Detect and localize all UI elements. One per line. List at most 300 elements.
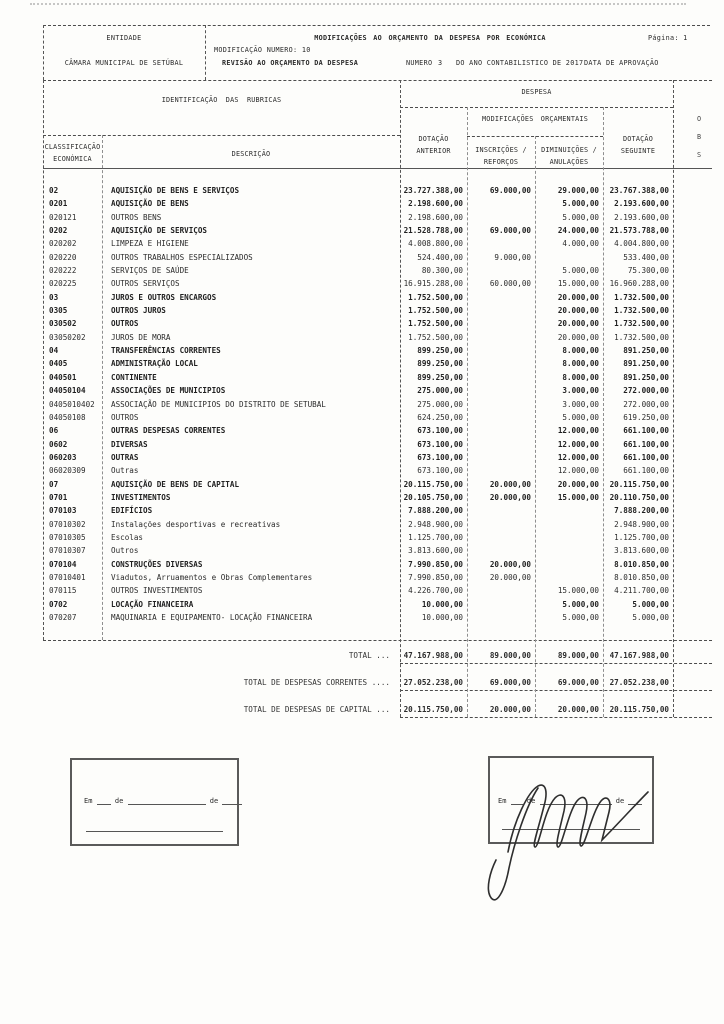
value-dotacao-anterior: 3.813.600,00 <box>408 546 463 556</box>
value-dotacao-anterior: 1.125.700,00 <box>408 532 463 542</box>
value-inscricoes-reforcos <box>467 584 535 597</box>
approval-date-label: DATA DE APROVAÇÃO <box>584 59 659 67</box>
value-dotacao-seguinte: 8.010.850,00 <box>614 559 669 569</box>
row-code: 03050202 <box>49 332 86 342</box>
total-diminuicoes-anulacoes: 69.000,00 <box>557 678 599 687</box>
value-inscricoes-reforcos <box>467 371 535 384</box>
total-row <box>43 703 712 716</box>
row-code: 020121 <box>49 212 77 222</box>
row-description: Outras <box>111 466 139 476</box>
total-row <box>43 676 712 689</box>
value-dotacao-anterior: 1.752.500,00 <box>408 332 463 342</box>
value-dotacao-anterior: 7.990.850,00 <box>408 572 463 582</box>
row-description: OUTRAS DESPESAS CORRENTES <box>111 426 226 436</box>
value-dotacao-seguinte: 2.193.600,00 <box>614 199 669 209</box>
row-code: 06020309 <box>49 466 86 476</box>
row-description: DIVERSAS <box>111 439 148 449</box>
value-diminuicoes-anulacoes: 20.000,00 <box>557 306 599 316</box>
value-dotacao-seguinte: 533.400,00 <box>623 252 669 262</box>
row-description: JUROS DE MORA <box>111 332 171 342</box>
value-inscricoes-reforcos: 20.000,00 <box>489 492 531 502</box>
value-diminuicoes-anulacoes: 4.000,00 <box>562 239 599 249</box>
table-row <box>43 451 712 464</box>
revision-label: REVISÃO AO ORÇAMENTO DA DESPESA <box>222 59 359 67</box>
total-label: TOTAL DE DESPESAS CORRENTES .... <box>243 678 390 687</box>
table-row <box>43 331 712 344</box>
value-diminuicoes-anulacoes: 20.000,00 <box>557 319 599 329</box>
value-dotacao-anterior: 673.100,00 <box>417 439 463 449</box>
left-box-de2: de <box>209 797 219 805</box>
value-inscricoes-reforcos: 20.000,00 <box>489 572 531 582</box>
value-dotacao-seguinte: 7.888.200,00 <box>614 506 669 516</box>
value-inscricoes-reforcos <box>467 544 535 557</box>
table-row <box>43 584 712 597</box>
row-description: OUTROS <box>111 412 139 422</box>
right-box-em: Em <box>498 797 507 805</box>
modification-number-line: MODIFICAÇÃO NUMERO: 10 <box>214 46 311 54</box>
value-dotacao-seguinte: 4.211.700,00 <box>614 586 669 596</box>
left-box-year-line <box>222 796 242 805</box>
value-dotacao-anterior: 2.198.600,00 <box>408 199 463 209</box>
row-description: INVESTIMENTOS <box>111 492 171 502</box>
row-code: 070115 <box>49 586 77 596</box>
row-code: 030502 <box>49 319 77 329</box>
total-diminuicoes-anulacoes: 89.000,00 <box>557 651 599 660</box>
value-dotacao-seguinte: 661.100,00 <box>623 426 669 436</box>
row-description: CONTINENTE <box>111 372 157 382</box>
table-row <box>43 544 712 557</box>
row-description: OUTROS BENS <box>111 212 162 222</box>
row-code: 070207 <box>49 613 77 622</box>
total-row <box>43 649 712 662</box>
table-row <box>43 344 712 357</box>
value-dotacao-anterior: 673.100,00 <box>417 452 463 462</box>
row-description: MAQUINARIA E EQUIPAMENTO- LOCAÇÃO FINANCEIRA <box>111 613 313 622</box>
value-dotacao-anterior: 23.727.388,00 <box>403 186 463 195</box>
row-description: LOCAÇÃO FINANCEIRA <box>111 599 194 609</box>
value-dotacao-seguinte: 619.250,00 <box>623 412 669 422</box>
scan-artifact-line <box>30 3 686 5</box>
header-dotacao-anterior-line1: DOTAÇÃO <box>418 135 449 143</box>
value-dotacao-seguinte: 661.100,00 <box>623 439 669 449</box>
value-dotacao-anterior: 1.752.500,00 <box>408 292 463 302</box>
row-code: 0202 <box>49 226 68 236</box>
row-code: 070104 <box>49 559 77 569</box>
row-description: AQUISIÇÃO DE BENS E SERVIÇOS <box>111 186 240 195</box>
value-dotacao-seguinte: 16.960.288,00 <box>609 279 669 289</box>
row-code: 04050108 <box>49 412 86 422</box>
row-code: 060203 <box>49 452 77 462</box>
row-code: 020202 <box>49 239 77 249</box>
table-row <box>43 237 712 250</box>
left-box-de1: de <box>114 797 124 805</box>
table-top-border <box>43 80 712 81</box>
row-description: Instalações desportivas e recreativas <box>111 519 281 529</box>
table-row <box>43 411 712 424</box>
value-diminuicoes-anulacoes: 8.000,00 <box>562 359 599 369</box>
value-inscricoes-reforcos: 69.000,00 <box>489 226 531 236</box>
value-dotacao-anterior: 80.300,00 <box>421 266 463 276</box>
value-dotacao-seguinte: 661.100,00 <box>623 466 669 476</box>
value-dotacao-anterior: 16.915.288,00 <box>403 279 463 289</box>
row-description: Escolas <box>111 532 144 542</box>
row-code: 03 <box>49 292 59 302</box>
value-dotacao-anterior: 524.400,00 <box>417 252 463 262</box>
row-code: 0702 <box>49 599 68 609</box>
value-diminuicoes-anulacoes: 8.000,00 <box>562 346 599 356</box>
value-inscricoes-reforcos <box>467 304 535 317</box>
table-row <box>43 558 712 571</box>
total-inscricoes-reforcos: 89.000,00 <box>489 651 531 660</box>
value-dotacao-anterior: 1.752.500,00 <box>408 319 463 329</box>
total-dotacao-anterior: 47.167.988,00 <box>403 651 463 660</box>
value-dotacao-anterior: 673.100,00 <box>417 426 463 436</box>
table-row <box>43 438 712 451</box>
table-row <box>43 384 712 397</box>
value-inscricoes-reforcos <box>467 398 535 411</box>
value-inscricoes-reforcos <box>467 237 535 250</box>
value-diminuicoes-anulacoes <box>535 531 603 544</box>
table-row <box>43 531 712 544</box>
value-diminuicoes-anulacoes: 5.000,00 <box>562 613 599 622</box>
document-title: MODIFICAÇÕES AO ORÇAMENTO DA DESPESA POR ECONÓMICA <box>314 34 546 42</box>
value-diminuicoes-anulacoes: 24.000,00 <box>557 226 599 236</box>
value-diminuicoes-anulacoes: 15.000,00 <box>557 586 599 596</box>
value-dotacao-seguinte: 1.732.500,00 <box>614 319 669 329</box>
value-diminuicoes-anulacoes <box>535 518 603 531</box>
value-diminuicoes-anulacoes: 5.000,00 <box>562 266 599 276</box>
value-diminuicoes-anulacoes: 20.000,00 <box>557 479 599 489</box>
value-dotacao-seguinte: 1.732.500,00 <box>614 292 669 302</box>
value-dotacao-seguinte: 891.250,00 <box>623 346 669 356</box>
value-dotacao-anterior: 899.250,00 <box>417 346 463 356</box>
table-body <box>43 168 712 624</box>
table-body-bottom-border <box>43 640 712 641</box>
row-description: EDIFÍCIOS <box>111 506 153 516</box>
value-inscricoes-reforcos: 69.000,00 <box>489 186 531 195</box>
total-row3-underline <box>400 717 712 718</box>
header-descricao: DESCRIÇÃO <box>231 150 271 158</box>
value-dotacao-seguinte: 23.767.388,00 <box>609 186 669 195</box>
value-inscricoes-reforcos <box>467 424 535 437</box>
value-dotacao-seguinte: 20.115.750,00 <box>609 479 669 489</box>
value-inscricoes-reforcos: 60.000,00 <box>489 279 531 289</box>
row-description: OUTROS TRABALHOS ESPECIALIZADOS <box>111 252 253 262</box>
value-diminuicoes-anulacoes: 20.000,00 <box>557 292 599 302</box>
total-dotacao-anterior: 20.115.750,00 <box>403 705 463 714</box>
row-code: 04050104 <box>49 386 86 396</box>
accounting-year-label: DO ANO CONTABILISTICO DE 2017 <box>456 59 584 67</box>
header-classificacao-line2: ECONÓMICA <box>53 155 92 163</box>
row-code: 040501 <box>49 372 77 382</box>
table-row <box>43 371 712 384</box>
value-diminuicoes-anulacoes: 3.000,00 <box>562 386 599 396</box>
value-diminuicoes-anulacoes: 3.000,00 <box>562 399 599 409</box>
total-inscricoes-reforcos: 20.000,00 <box>489 705 531 714</box>
value-inscricoes-reforcos <box>467 504 535 517</box>
value-diminuicoes-anulacoes <box>535 504 603 517</box>
value-inscricoes-reforcos <box>467 317 535 330</box>
value-inscricoes-reforcos <box>467 291 535 304</box>
row-description: Viadutos, Arruamentos e Obras Complementares <box>111 572 313 582</box>
row-description: ADMINISTRAÇÃO LOCAL <box>111 359 198 369</box>
left-box-em: Em <box>84 797 93 805</box>
value-diminuicoes-anulacoes: 20.000,00 <box>557 332 599 342</box>
value-dotacao-seguinte: 4.004.800,00 <box>614 239 669 249</box>
value-dotacao-seguinte: 75.300,00 <box>627 266 669 276</box>
value-inscricoes-reforcos <box>467 611 535 624</box>
value-diminuicoes-anulacoes: 12.000,00 <box>557 466 599 476</box>
value-dotacao-seguinte: 891.250,00 <box>623 359 669 369</box>
left-box-signature-line <box>86 831 223 832</box>
value-inscricoes-reforcos <box>467 518 535 531</box>
value-dotacao-seguinte: 1.125.700,00 <box>614 532 669 542</box>
value-diminuicoes-anulacoes: 8.000,00 <box>562 372 599 382</box>
value-diminuicoes-anulacoes: 15.000,00 <box>557 492 599 502</box>
total-dotacao-anterior: 27.052.238,00 <box>403 678 463 687</box>
left-box-day-line <box>97 796 111 805</box>
obs-column-letter: O <box>696 115 702 123</box>
value-dotacao-seguinte: 2.193.600,00 <box>614 212 669 222</box>
row-description: LIMPEZA E HIGIENE <box>111 239 189 249</box>
header-divider <box>205 25 206 80</box>
row-description: OUTRAS <box>111 452 139 462</box>
right-box-de2: de <box>615 797 625 805</box>
row-code: 02 <box>49 186 59 195</box>
table-row <box>43 251 712 264</box>
header-diminuicoes-line2: ANULAÇÕES <box>549 158 589 166</box>
table-row <box>43 571 712 584</box>
header-dotacao-seguinte-line1: DOTAÇÃO <box>622 135 654 143</box>
table-row <box>43 277 712 290</box>
table-row <box>43 398 712 411</box>
line-above-classification <box>43 135 400 136</box>
total-row2-underline <box>400 690 712 691</box>
value-dotacao-seguinte: 21.573.788,00 <box>609 226 669 236</box>
value-dotacao-anterior: 21.528.788,00 <box>403 226 463 236</box>
table-row <box>43 504 712 517</box>
table-row <box>43 197 712 210</box>
header-dotacao-seguinte-line2: SEGUINTE <box>620 147 656 155</box>
row-code: 07010401 <box>49 572 86 582</box>
value-dotacao-seguinte: 5.000,00 <box>632 599 669 609</box>
table-row <box>43 357 712 370</box>
header-identificacao: IDENTIFICAÇÃO DAS RUBRICAS <box>161 96 282 104</box>
row-code: 020220 <box>49 252 77 262</box>
value-diminuicoes-anulacoes: 12.000,00 <box>557 452 599 462</box>
header-despesa: DESPESA <box>521 88 552 96</box>
table-row <box>43 424 712 437</box>
header-diminuicoes-line1: DIMINUIÇÕES / <box>541 146 597 154</box>
row-code: 0305 <box>49 306 68 316</box>
value-dotacao-anterior: 673.100,00 <box>417 466 463 476</box>
value-dotacao-seguinte: 272.000,00 <box>623 386 669 396</box>
table-row <box>43 611 712 624</box>
value-diminuicoes-anulacoes <box>535 544 603 557</box>
row-description: AQUISIÇÃO DE SERVIÇOS <box>111 226 208 236</box>
value-inscricoes-reforcos <box>467 331 535 344</box>
row-code: 020225 <box>49 279 77 289</box>
header-inscricoes-line2: REFORÇOS <box>483 158 519 166</box>
value-dotacao-seguinte: 3.813.600,00 <box>614 546 669 556</box>
value-inscricoes-reforcos <box>467 531 535 544</box>
value-inscricoes-reforcos: 20.000,00 <box>489 559 531 569</box>
value-inscricoes-reforcos <box>467 264 535 277</box>
header-classificacao-line1: CLASSIFICAÇÃO <box>44 143 101 151</box>
entity-name: CÂMARA MUNICIPAL DE SETÚBAL <box>64 59 184 67</box>
value-dotacao-anterior: 275.000,00 <box>417 386 463 396</box>
value-inscricoes-reforcos <box>467 211 535 224</box>
value-inscricoes-reforcos <box>467 411 535 424</box>
row-description: TRANSFERÊNCIAS CORRENTES <box>111 346 221 356</box>
page-number: Página: 1 <box>648 34 688 42</box>
value-diminuicoes-anulacoes <box>535 251 603 264</box>
table-row <box>43 491 712 504</box>
value-diminuicoes-anulacoes: 5.000,00 <box>562 599 599 609</box>
header-obs-vertical <box>691 110 707 164</box>
value-dotacao-anterior: 2.948.900,00 <box>408 519 463 529</box>
value-inscricoes-reforcos: 20.000,00 <box>489 479 531 489</box>
table-row <box>43 464 712 477</box>
row-description: OUTROS <box>111 319 139 329</box>
total-inscricoes-reforcos: 69.000,00 <box>489 678 531 687</box>
value-dotacao-seguinte: 5.000,00 <box>632 613 669 622</box>
value-inscricoes-reforcos <box>467 384 535 397</box>
value-dotacao-anterior: 899.250,00 <box>417 359 463 369</box>
value-inscricoes-reforcos <box>467 197 535 210</box>
row-description: AQUISIÇÃO DE BENS <box>111 199 189 209</box>
budget-table <box>43 80 712 717</box>
value-dotacao-anterior: 1.752.500,00 <box>408 306 463 316</box>
value-dotacao-anterior: 20.105.750,00 <box>403 492 463 502</box>
row-description: ASSOCIAÇÕES DE MUNICIPIOS <box>111 386 226 396</box>
header-dotacao-anterior-line2: ANTERIOR <box>416 147 451 155</box>
total-label: TOTAL DE DESPESAS DE CAPITAL ... <box>243 705 390 714</box>
value-diminuicoes-anulacoes: 5.000,00 <box>562 199 599 209</box>
value-inscricoes-reforcos <box>467 344 535 357</box>
value-inscricoes-reforcos <box>467 438 535 451</box>
value-diminuicoes-anulacoes: 5.000,00 <box>562 412 599 422</box>
value-inscricoes-reforcos <box>467 357 535 370</box>
value-dotacao-anterior: 7.990.850,00 <box>408 559 463 569</box>
value-dotacao-anterior: 899.250,00 <box>417 372 463 382</box>
value-dotacao-anterior: 2.198.600,00 <box>408 212 463 222</box>
value-inscricoes-reforcos <box>467 598 535 611</box>
value-dotacao-anterior: 275.000,00 <box>417 399 463 409</box>
row-code: 0405010402 <box>49 399 95 409</box>
value-dotacao-anterior: 10.000,00 <box>421 613 463 622</box>
row-code: 0602 <box>49 439 68 449</box>
obs-column-letter: B <box>696 133 702 141</box>
value-diminuicoes-anulacoes: 5.000,00 <box>562 212 599 222</box>
revision-number: 3 <box>438 59 443 67</box>
row-code: 020222 <box>49 266 77 276</box>
left-box-month-line <box>128 796 206 805</box>
row-code: 0701 <box>49 492 68 502</box>
row-code: 070103 <box>49 506 77 516</box>
value-dotacao-seguinte: 661.100,00 <box>623 452 669 462</box>
total-row1-underline <box>400 663 712 664</box>
value-dotacao-anterior: 7.888.200,00 <box>408 506 463 516</box>
value-inscricoes-reforcos <box>467 451 535 464</box>
value-dotacao-seguinte: 8.010.850,00 <box>614 572 669 582</box>
value-diminuicoes-anulacoes: 12.000,00 <box>557 439 599 449</box>
value-inscricoes-reforcos <box>467 464 535 477</box>
obs-column-letter: S <box>696 151 702 159</box>
row-description: OUTROS SERVIÇOS <box>111 279 180 289</box>
handwritten-signature <box>478 748 663 913</box>
table-row <box>43 184 712 197</box>
row-code: 07010302 <box>49 519 86 529</box>
value-inscricoes-reforcos: 9.000,00 <box>494 252 531 262</box>
line-under-despesa <box>400 107 673 108</box>
value-diminuicoes-anulacoes: 12.000,00 <box>557 426 599 436</box>
value-dotacao-anterior: 4.226.700,00 <box>408 586 463 596</box>
row-description: Outros <box>111 546 139 556</box>
value-diminuicoes-anulacoes: 29.000,00 <box>557 186 599 195</box>
value-dotacao-seguinte: 2.948.900,00 <box>614 519 669 529</box>
value-dotacao-seguinte: 1.732.500,00 <box>614 306 669 316</box>
value-diminuicoes-anulacoes <box>535 571 603 584</box>
total-diminuicoes-anulacoes: 20.000,00 <box>557 705 599 714</box>
total-dotacao-seguinte: 47.167.988,00 <box>609 651 669 660</box>
revision-number-label: NUMERO <box>406 59 433 67</box>
row-code: 0405 <box>49 359 68 369</box>
table-row <box>43 211 712 224</box>
value-diminuicoes-anulacoes: 15.000,00 <box>557 279 599 289</box>
entity-label: ENTIDADE <box>106 34 142 42</box>
table-row <box>43 518 712 531</box>
row-code: 0201 <box>49 199 68 209</box>
row-code: 04 <box>49 346 59 356</box>
value-dotacao-seguinte: 891.250,00 <box>623 372 669 382</box>
value-dotacao-anterior: 10.000,00 <box>421 599 463 609</box>
row-code: 07010305 <box>49 532 86 542</box>
header-top-border <box>43 25 710 26</box>
row-description: AQUISIÇÃO DE BENS DE CAPITAL <box>111 479 240 489</box>
row-description: JUROS E OUTROS ENCARGOS <box>111 292 217 302</box>
row-description: OUTROS JUROS <box>111 306 166 316</box>
value-dotacao-seguinte: 20.110.750,00 <box>609 492 669 502</box>
date-signature-box-left <box>70 758 239 846</box>
table-row <box>43 291 712 304</box>
row-code: 06 <box>49 426 59 436</box>
total-dotacao-seguinte: 20.115.750,00 <box>609 705 669 714</box>
row-code: 07010307 <box>49 546 86 556</box>
value-diminuicoes-anulacoes <box>535 558 603 571</box>
row-description: CONSTRUÇÕES DIVERSAS <box>111 559 203 569</box>
table-row <box>43 598 712 611</box>
row-code: 07 <box>49 479 59 489</box>
table-row <box>43 264 712 277</box>
row-description: OUTROS INVESTIMENTOS <box>111 586 203 596</box>
table-row <box>43 478 712 491</box>
table-row <box>43 317 712 330</box>
value-dotacao-seguinte: 1.732.500,00 <box>614 332 669 342</box>
value-dotacao-anterior: 4.008.800,00 <box>408 239 463 249</box>
row-description: ASSOCIAÇÃO DE MUNICIPIOS DO DISTRITO DE SETUBAL <box>111 399 326 409</box>
header-modificacoes: MODIFICAÇÕES ORÇAMENTAIS <box>481 115 588 123</box>
right-box-de1: de <box>526 797 536 805</box>
row-description: SERVIÇOS DE SAÚDE <box>111 266 189 276</box>
header-inscricoes-line1: INSCRIÇÕES / <box>475 146 527 154</box>
table-row <box>43 224 712 237</box>
table-row <box>43 304 712 317</box>
value-dotacao-seguinte: 272.000,00 <box>623 399 669 409</box>
value-dotacao-anterior: 624.250,00 <box>417 412 463 422</box>
total-dotacao-seguinte: 27.052.238,00 <box>609 678 669 687</box>
value-dotacao-anterior: 20.115.750,00 <box>403 479 463 489</box>
